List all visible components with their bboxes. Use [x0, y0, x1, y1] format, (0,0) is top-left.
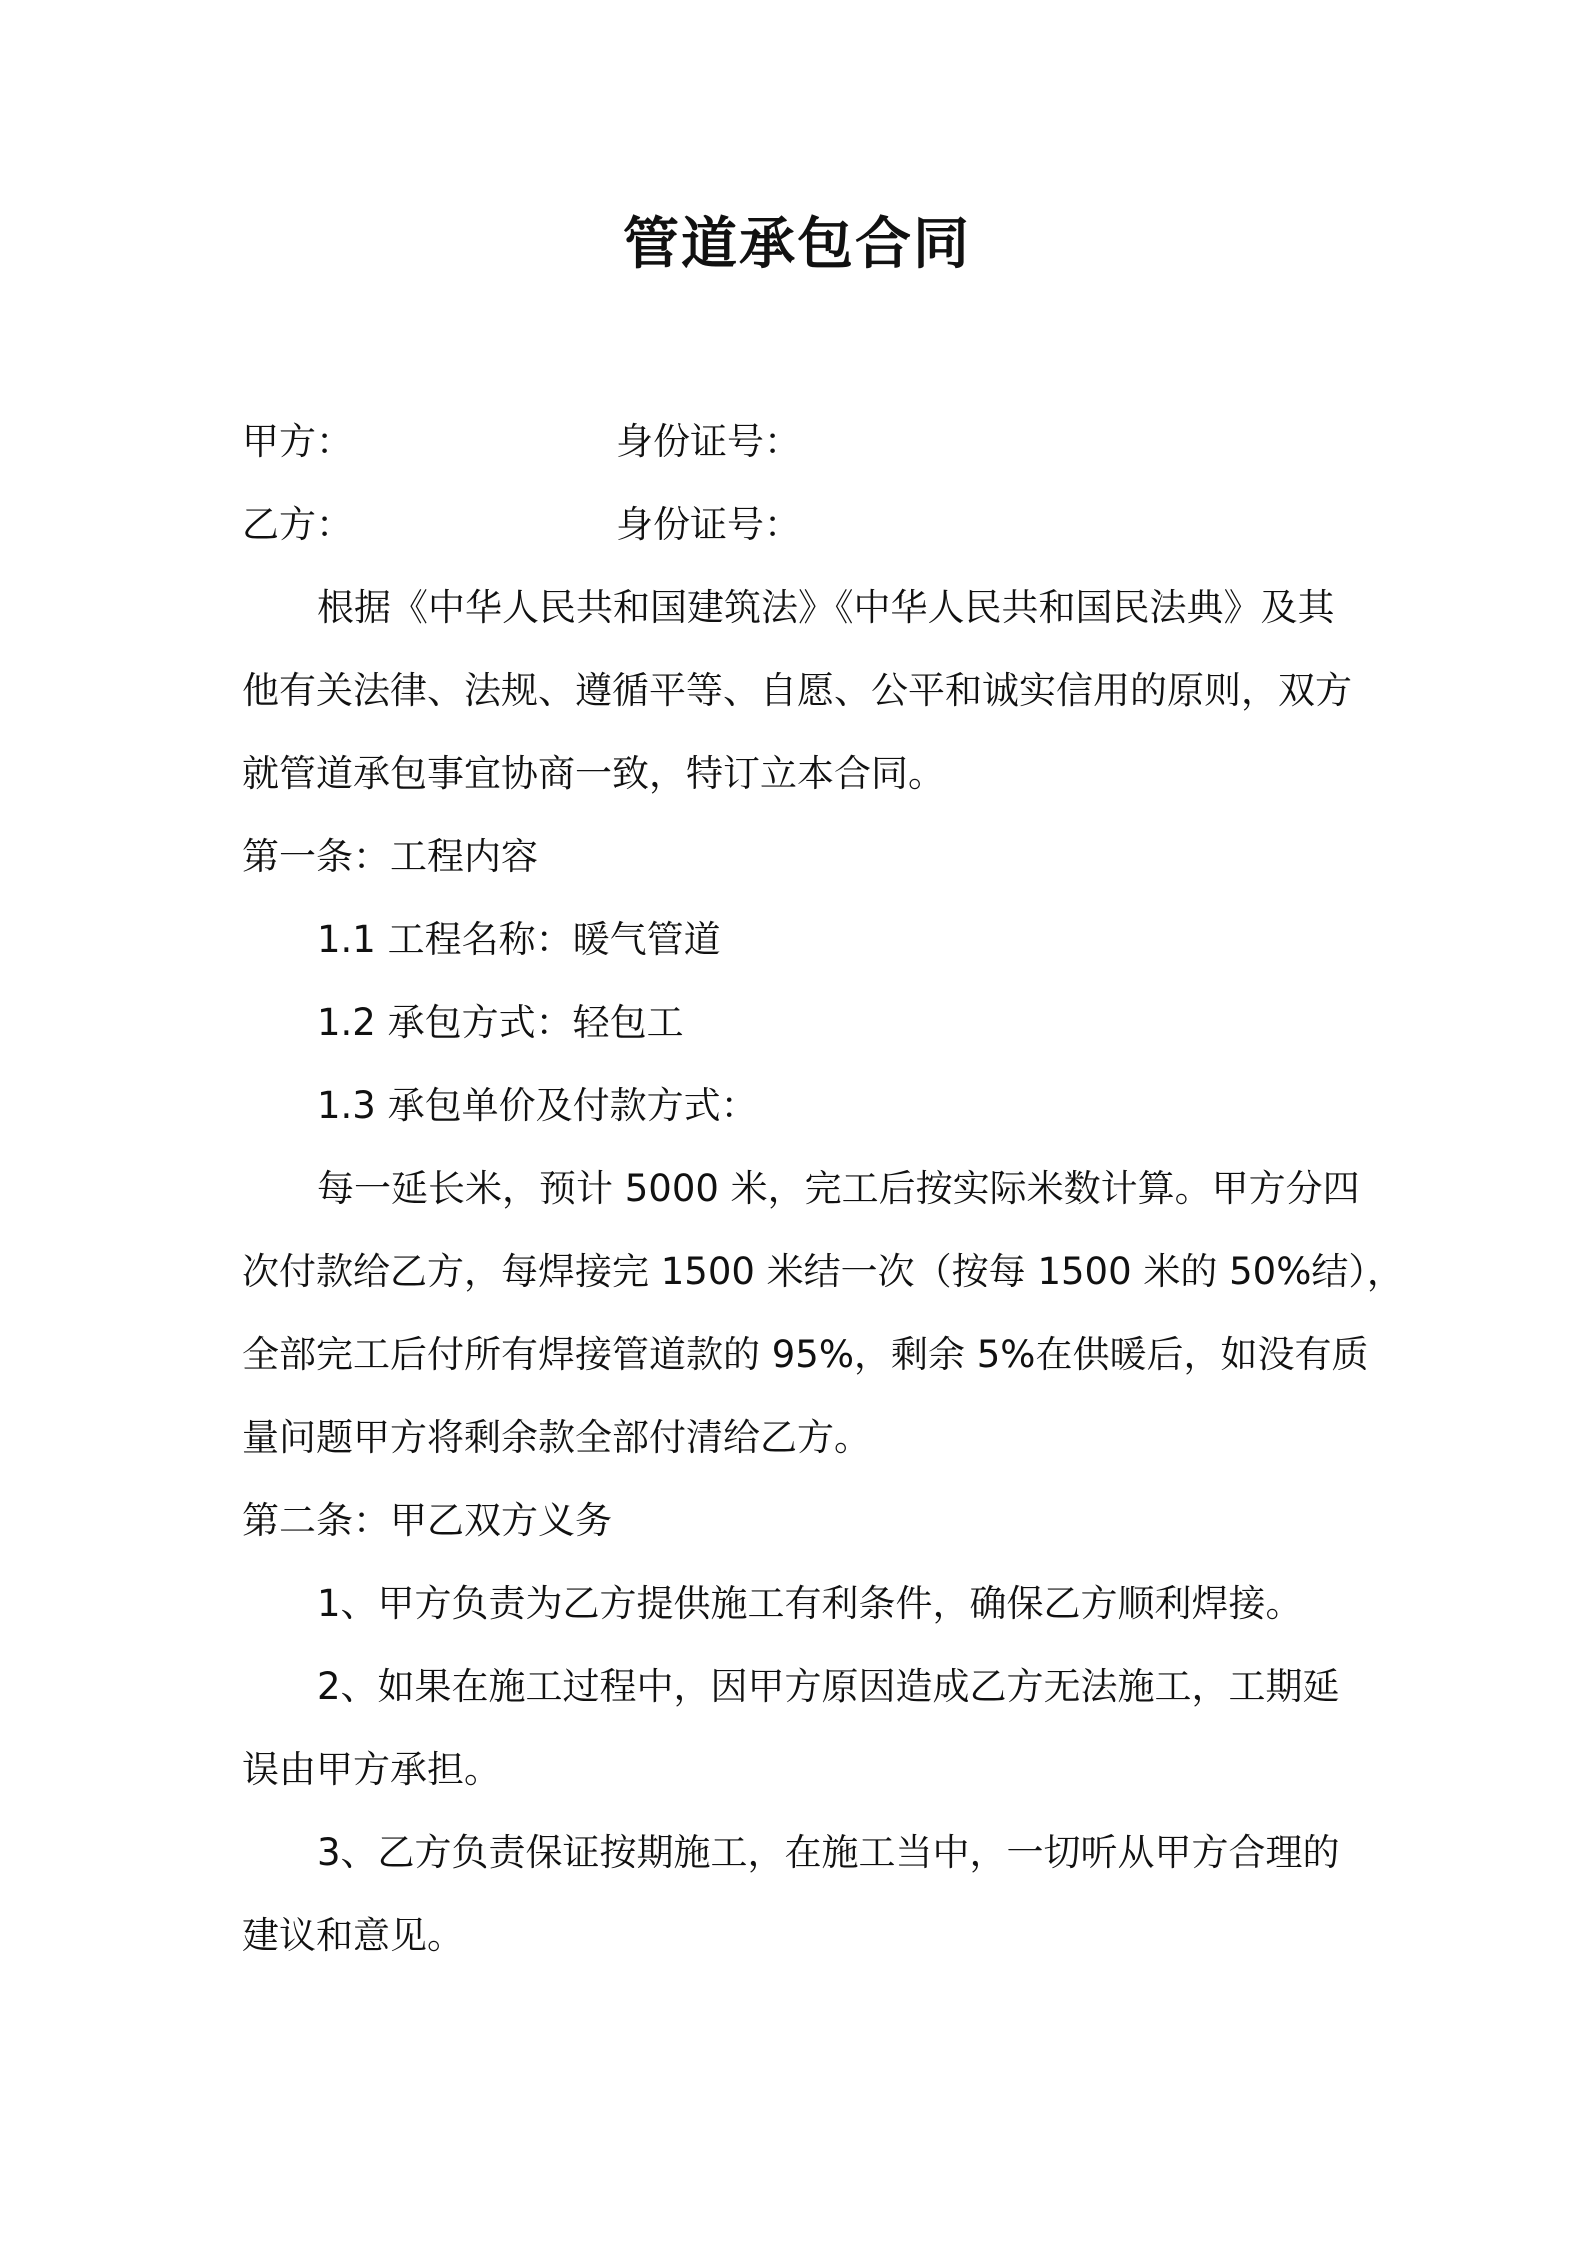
article-1-item-1: 1.1 工程名称：暖气管道 — [317, 918, 721, 961]
party-b-row — [242, 483, 1352, 566]
payment-line-1: 每一延长米，预计 5000 米，完工后按实际米数计算。甲方分四 — [317, 1167, 1360, 1210]
document-title: 管道承包合同 — [623, 212, 971, 277]
article-1-heading: 第一条：工程内容 — [242, 835, 538, 878]
article-1-item-3: 1.3 承包单价及付款方式： — [317, 1084, 758, 1127]
article-2-clause-3-line-1: 3、乙方负责保证按期施工，在施工当中，一切听从甲方合理的 — [317, 1831, 1340, 1874]
party-a-id-label: 身份证号： — [616, 420, 801, 463]
article-1-item-2: 1.2 承包方式：轻包工 — [317, 1001, 684, 1044]
article-2-clause-1: 1、甲方负责为乙方提供施工有利条件，确保乙方顺利焊接。 — [317, 1582, 1303, 1625]
party-b-label: 乙方： — [242, 503, 353, 546]
article-2-clause-2-line-1: 2、如果在施工过程中，因甲方原因造成乙方无法施工，工期延 — [317, 1665, 1340, 1708]
payment-line-4: 量问题甲方将剩余款全部付清给乙方。 — [242, 1416, 871, 1459]
party-b-id-label: 身份证号： — [616, 503, 801, 546]
article-2-clause-3-line-2: 建议和意见。 — [242, 1914, 464, 1957]
article-2-heading: 第二条：甲乙双方义务 — [242, 1499, 612, 1542]
preamble-line-1: 根据《中华人民共和国建筑法》《中华人民共和国民法典》及其 — [317, 586, 1335, 629]
preamble-line-2: 他有关法律、法规、遵循平等、自愿、公平和诚实信用的原则，双方 — [242, 669, 1352, 712]
payment-line-3: 全部完工后付所有焊接管道款的 95%，剩余 5%在供暖后，如没有质 — [242, 1333, 1369, 1376]
party-a-label: 甲方： — [242, 420, 353, 463]
document-body — [242, 400, 1404, 1977]
party-a-row — [242, 400, 1352, 483]
article-2-clause-2-line-2: 误由甲方承担。 — [242, 1748, 501, 1791]
preamble-line-3: 就管道承包事宜协商一致，特订立本合同。 — [242, 752, 945, 795]
payment-line-2: 次付款给乙方，每焊接完 1500 米结一次（按每 1500 米的 50%结）， — [242, 1250, 1404, 1293]
